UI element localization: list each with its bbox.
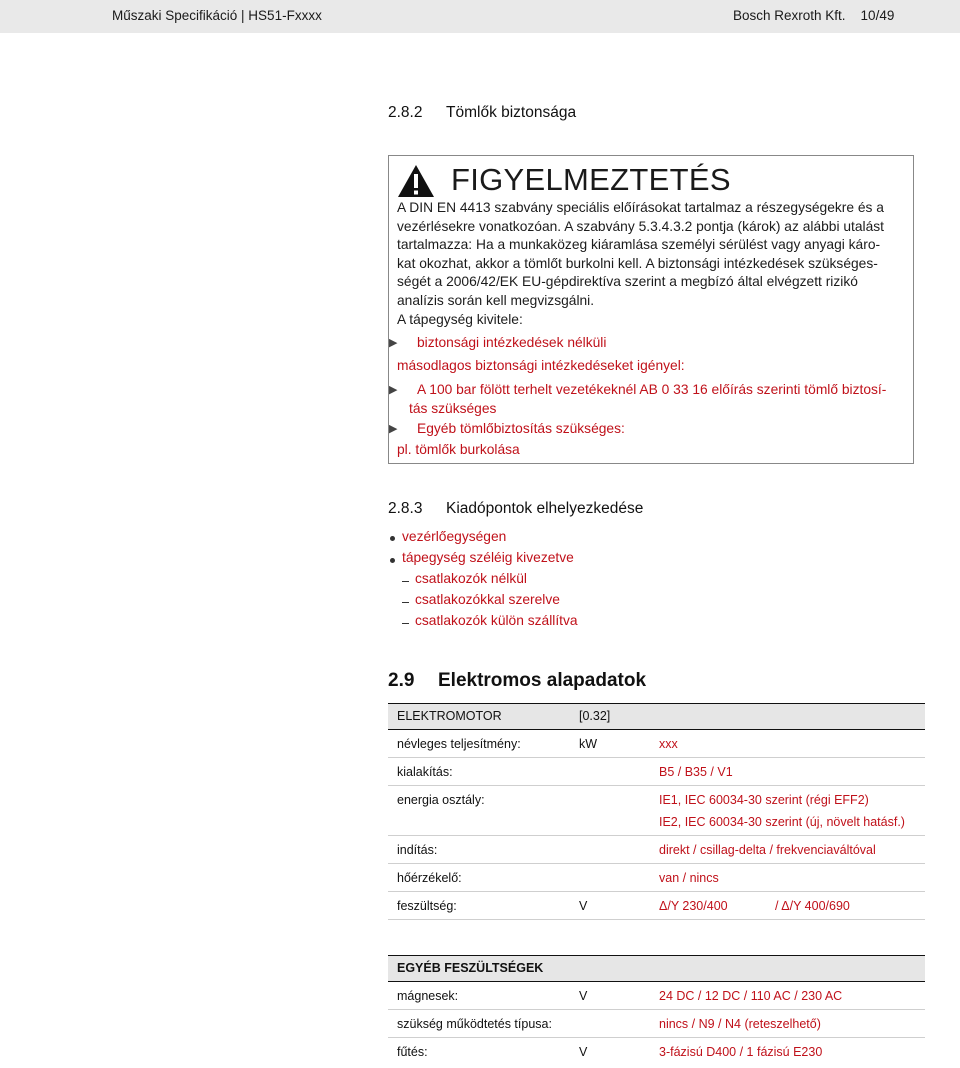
row-unit: V [579, 1045, 588, 1059]
table-divider [388, 1037, 925, 1038]
row-label: fűtés: [397, 1045, 428, 1059]
row-unit: V [579, 899, 588, 913]
option-text: A 100 bar fölött terhelt vezetékeknél AB 0 33 16 előírás szerinti tömlő biztosí- [417, 382, 887, 397]
row-label: hőérzékelő: [397, 871, 462, 885]
option-item [389, 333, 909, 353]
warning-triangle-icon [397, 164, 435, 198]
table-divider [388, 891, 925, 892]
dash-icon [402, 602, 409, 603]
table-divider [388, 757, 925, 758]
row-label: kialakítás: [397, 765, 453, 779]
sub-item: csatlakozókkal szerelve [415, 592, 560, 607]
row-value: IE2, IEC 60034-30 szerint (új, növelt hatásf.) [659, 815, 905, 829]
row-label: mágnesek: [397, 989, 459, 1003]
bullet-item: tápegység széléig kivezetve [402, 550, 574, 565]
row-label: indítás: [397, 843, 438, 857]
section-2-9-heading [388, 670, 646, 692]
row-unit: kW [579, 737, 598, 751]
table-divider [388, 1009, 925, 1010]
row-value: nincs / N9 / N4 (reteszelhető) [659, 1017, 821, 1031]
table-divider [388, 729, 925, 730]
secondary-label: másodlagos biztonsági intézkedéseket igényel: [397, 358, 685, 373]
warning-line: kat okozhat, akkor a tömlőt burkolni kell. A biztonsági intézkedések szükséges- [397, 255, 878, 271]
section-title: Kiadópontok elhelyezkedése [446, 500, 644, 517]
sub-item: csatlakozók külön szállítva [415, 613, 578, 628]
section-title: Tömlők biztonsága [446, 104, 577, 121]
option-text: Egyéb tömlőbiztosítás szükséges: [417, 421, 625, 436]
bullet-icon [390, 536, 395, 541]
section-number: 2.8.2 [388, 104, 423, 121]
row-value: 24 DC / 12 DC / 110 AC / 230 AC [659, 989, 843, 1003]
bullet-icon [390, 558, 395, 563]
table-divider [388, 981, 925, 982]
warning-line: A DIN EN 4413 szabvány speciális előírásokat tartalmaz a részegységekre és a [397, 200, 884, 215]
row-label: energia osztály: [397, 793, 485, 807]
arrow-icon: ▶ [389, 384, 398, 396]
option-item [389, 380, 909, 420]
table-divider [388, 835, 925, 836]
row-value: B5 / B35 / V1 [659, 765, 733, 779]
row-value: van / nincs [659, 871, 719, 885]
row-value: Δ/Y 230/400 [659, 899, 728, 913]
table-divider [388, 919, 925, 920]
warning-title: FIGYELMEZTETÉS [451, 162, 731, 197]
warning-line: tartalmazza: Ha a munkaközeg kiáramlása személyi sérülést vagy anyagi káro- [397, 237, 881, 252]
row-label: feszültség: [397, 899, 457, 913]
warning-line: analízis során kell megvizsgálni. [397, 292, 595, 308]
row-value: 3-fázisú D400 / 1 fázisú E230 [659, 1045, 823, 1059]
section-2-8-3-heading [388, 500, 643, 518]
option-text-continued: tás szükséges [409, 401, 497, 416]
example-text: pl. tömlők burkolása [397, 442, 520, 457]
dash-icon [402, 581, 409, 582]
section-2-8-2-heading [388, 104, 576, 122]
row-value-secondary: / Δ/Y 400/690 [775, 899, 850, 913]
row-value: direkt / csillag-delta / frekvenciaváltóval [659, 843, 876, 857]
section-number: 2.9 [388, 670, 415, 691]
section-number: 2.8.3 [388, 500, 423, 517]
row-label: szükség működtetés típusa: [397, 1017, 552, 1031]
table-header-code: [0.32] [579, 709, 611, 723]
section-title: Elektromos alapadatok [438, 670, 647, 691]
row-unit: V [579, 989, 588, 1003]
option-text: biztonsági intézkedések nélküli [417, 335, 607, 350]
page-header [0, 0, 960, 33]
warning-text [397, 199, 911, 310]
table-header-label: EGYÉB FESZÜLTSÉGEK [397, 961, 544, 975]
option-item [389, 419, 909, 439]
table-divider [388, 863, 925, 864]
table-header-label: ELEKTROMOTOR [397, 709, 502, 723]
header-document-title: Műszaki Specifikáció | HS51-Fxxxx [112, 8, 322, 23]
row-value: IE1, IEC 60034-30 szerint (régi EFF2) [659, 793, 869, 807]
warning-line: ségét a 2006/42/EK EU-gépdirektíva szerint a megbízó által elvégzett rizikó [397, 274, 858, 289]
arrow-icon: ▶ [389, 423, 398, 435]
table-divider [388, 785, 925, 786]
arrow-icon: ▶ [389, 337, 398, 349]
dash-icon [402, 623, 409, 624]
row-value: xxx [659, 737, 678, 751]
header-company-page: Bosch Rexroth Kft. 10/49 [733, 8, 895, 23]
kivitele-label: A tápegység kivitele: [397, 312, 523, 327]
bullet-item: vezérlőegységen [402, 529, 507, 544]
sub-item: csatlakozók nélkül [415, 571, 527, 586]
warning-box [388, 155, 914, 464]
row-label: névleges teljesítmény: [397, 737, 521, 751]
warning-line: vezérlésekre vonatkozóan. A szabvány 5.3.4.3.2 pontja (károk) az alábbi utalást [397, 218, 885, 234]
